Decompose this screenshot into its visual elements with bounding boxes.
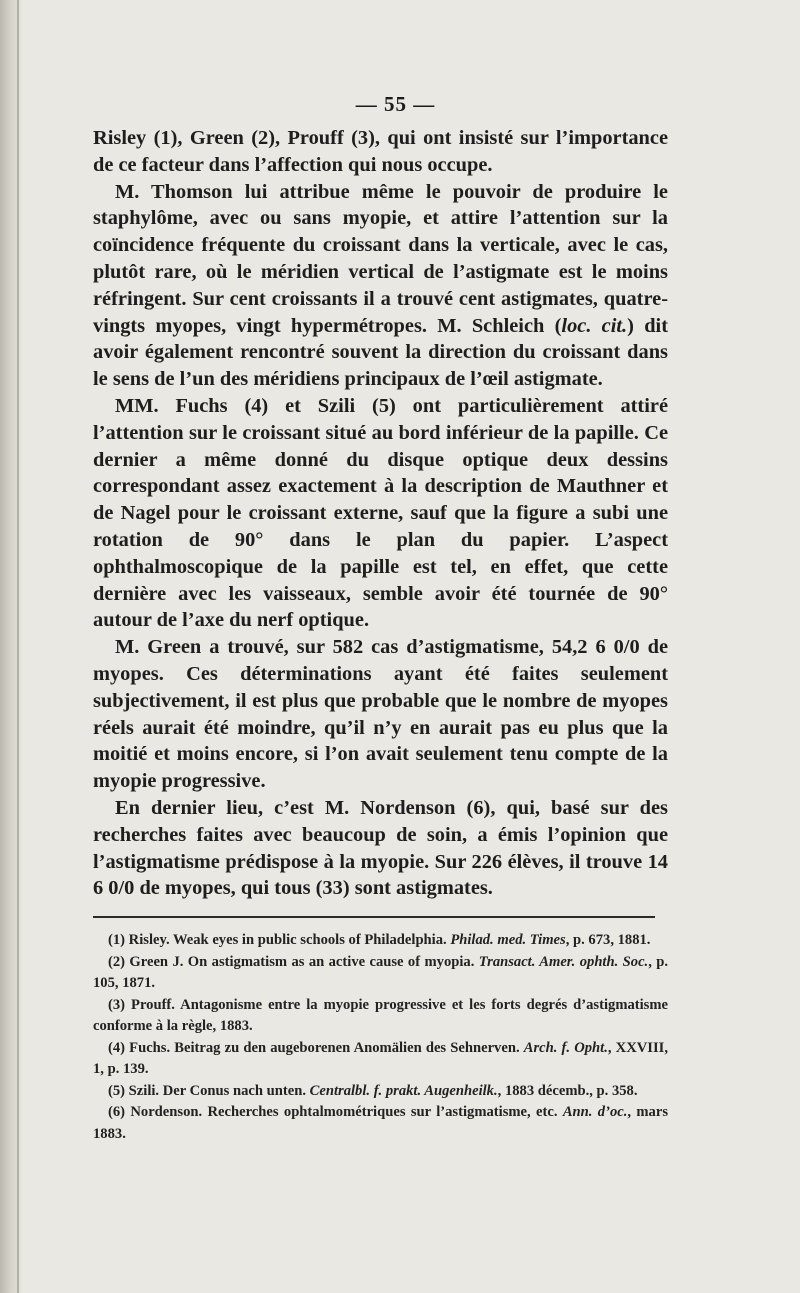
footnote-1-italic: Philad. med. Times xyxy=(450,932,566,949)
paragraph-4: M. Green a trouvé, sur 582 cas d’astigmatisme, 54,2 6 0/0 de myopes. Ces déterminations ayant été faites seulement subjectivement, il est plus que probable que le nombre de myopes réels aurait été moindre, qu’il n’y en aurait pas eu plus que la moitié et moins encore, si l’on avait seulement tenu compte de la myopie progressive. xyxy=(93,636,668,793)
binding-edge xyxy=(17,0,19,1293)
footnote-4 xyxy=(93,1038,668,1081)
footnote-1-lead: (1) Risley. Weak eyes in public schools of Philadelphia. xyxy=(108,932,451,949)
schleich-open: ( xyxy=(554,314,562,337)
body-text xyxy=(93,125,668,902)
footnote-1 xyxy=(93,930,668,952)
schleich-loc-cit: loc. cit. xyxy=(561,314,628,337)
footnote-2-lead: (2) Green J. On astigmatism as an active cause of myopia. xyxy=(108,953,479,970)
footnote-2 xyxy=(93,952,668,995)
footnote-4-italic: Arch. f. Opht. xyxy=(523,1039,608,1056)
paragraph-2-end: du croissant dans le sens de l’un des méridiens principaux de l’œil astigmate. xyxy=(93,341,668,391)
footnote-5 xyxy=(93,1081,668,1103)
footnote-6-italic: Ann. d’oc. xyxy=(562,1104,628,1121)
footnotes xyxy=(93,930,668,1145)
paragraph-2-text: M. Thomson lui attribue même le pouvoir de produire le staphylôme, avec ou sans myopie, et attire l’attention sur la coïncidence fréquente du croissant dans la verticale, avec le cas, plutôt rare, où le méridien vertical de l’astigmate est le moins réfringent. Sur cent croissants il a trouvé cent astigmates, quatre-vingts myopes, vingt hypermétropes. M. Schleich xyxy=(93,180,668,337)
page-number: — 55 — xyxy=(355,92,436,116)
book-page xyxy=(93,92,668,1145)
paragraph-3: MM. Fuchs (4) et Szili (5) ont particulièrement attiré l’attention sur le croissant situé au bord inférieur de la papille. Ce dernier a même donné du disque optique deux dessins correspondant assez exactement à la description de Mauthner et de Nagel pour le croissant externe, sauf que la figure a subi une rotation de 90° dans le plan du papier. L’aspect ophthalmoscopique de la papille est tel, en effet, que cette dernière avec les vaisseaux, semble avoir été tournée de 90° autour de l’axe du nerf optique. xyxy=(93,394,668,632)
paragraph-2 xyxy=(93,179,668,393)
footnote-4-lead: (4) Fuchs. Beitrag zu den augeborenen Anomälien des Sehnerven. xyxy=(108,1039,524,1056)
footnote-6-lead: (6) Nordenson. Recherches ophtalmométriques sur l’astigmatisme, etc. xyxy=(108,1104,563,1121)
footnote-6-tail: , mars 1883. xyxy=(93,1104,669,1142)
footnote-5-tail: , 1883 décemb., p. 358. xyxy=(497,1082,638,1099)
footnote-4-tail: , XXVIII, 1, p. 139. xyxy=(93,1039,668,1078)
footnote-2-tail: , p. 105, 1871. xyxy=(93,953,669,992)
footnote-3 xyxy=(93,995,668,1038)
footnote-2-italic: Transact. Amer. ophth. Soc. xyxy=(478,953,649,970)
paragraph-5: En dernier lieu, c’est M. Nordenson (6), qui, basé sur des recherches faites avec beaucoup de soin, a émis l’opinion que l’astigmatisme prédispose à la myopie. Sur 226 élèves, il trouve 14 6 0/0 de myopes, qui tous (33) sont astigmates. xyxy=(93,796,668,900)
footnote-3-lead: (3) Prouff. Antagonisme entre la myopie progressive et les forts degrés d’astigmatisme conforme à la règle, 1883. xyxy=(93,996,668,1035)
footnote-5-lead: (5) Szili. Der Conus nach unten. xyxy=(108,1082,310,1099)
footnote-1-tail: , p. 673, 1881. xyxy=(565,932,651,949)
schleich-rest: ) dit avoir également rencontré souvent la direction xyxy=(93,314,668,364)
paragraph-1: Risley (1), Green (2), Prouff (3), qui ont insisté sur l’importance de ce facteur dans l’affection qui nous occupe. xyxy=(93,127,668,176)
footnote-separator xyxy=(93,916,655,918)
footnote-6 xyxy=(93,1102,668,1145)
footnote-5-italic: Centralbl. f. prakt. Augenheilk. xyxy=(309,1082,498,1099)
